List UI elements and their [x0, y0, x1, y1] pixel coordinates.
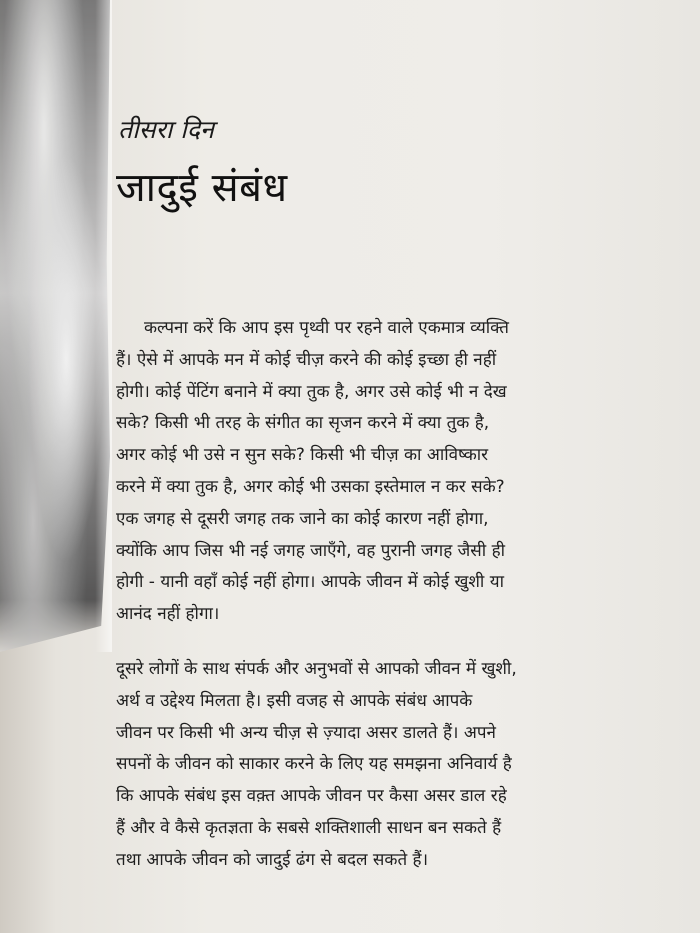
text-line: तथा आपके जीवन को जादुई ढंग से बदल सकते हैं।	[116, 849, 429, 870]
text-line: एक जगह से दूसरी जगह तक जाने का कोई कारण नहीं होगा,	[116, 508, 489, 529]
text-line: क्योंकि आप जिस भी नई जगह जाएँगे, वह पुरानी जगह जैसी ही	[116, 540, 506, 561]
text-line: दूसरे लोगों के साथ संपर्क और अनुभवों से आपको जीवन में खुशी,	[116, 659, 517, 679]
text-line: आनंद नहीं होगा।	[116, 604, 220, 625]
text-line: हैं और वे कैसे कृतज्ञता के सबसे शक्तिशाली साधन बन सकते हैं	[116, 817, 502, 838]
text-line: अर्थ व उद्देश्य मिलता है। इसी वजह से आपके संबंध आपके	[116, 690, 473, 711]
text-line: होगी - यानी वहाँ कोई नहीं होगा। आपके जीवन में कोई खुशी या	[116, 572, 504, 593]
paragraph-2	[116, 654, 616, 877]
text-line: कि आपके संबंध इस वक़्त आपके जीवन पर कैसा असर डाल रहे	[116, 786, 507, 807]
text-line: होगी। कोई पेंटिंग बनाने में क्या तुक है, अगर उसे कोई भी न देख	[116, 381, 507, 402]
photo-edge-shade	[0, 0, 112, 652]
text-line: अगर कोई भी उसे न सुन सके? किसी भी चीज़ का आविष्कार	[116, 445, 489, 466]
text-line: हैं। ऐसे में आपके मन में कोई चीज़ करने की कोई इच्छा ही नहीं	[116, 349, 497, 370]
text-line: कल्पना करें कि आप इस पृथ्वी पर रहने वाले एकमात्र व्यक्ति	[144, 318, 509, 338]
text-line: सपनों के जीवन को साकार करने के लिए यह समझना अनिवार्य है	[116, 754, 512, 775]
chapter-title: जादुई संबंध	[116, 165, 288, 211]
chapter-label: तीसरा दिन	[118, 115, 214, 144]
paragraph-1	[116, 313, 616, 631]
text-line: करने में क्या तुक है, अगर कोई भी उसका इस्तेमाल न कर सके?	[116, 476, 505, 497]
text-line: सके? किसी भी तरह के संगीत का सृजन करने में क्या तुक है,	[116, 413, 490, 434]
text-line: जीवन पर किसी भी अन्य चीज़ से ज़्यादा असर डालते हैं। अपने	[116, 722, 496, 743]
